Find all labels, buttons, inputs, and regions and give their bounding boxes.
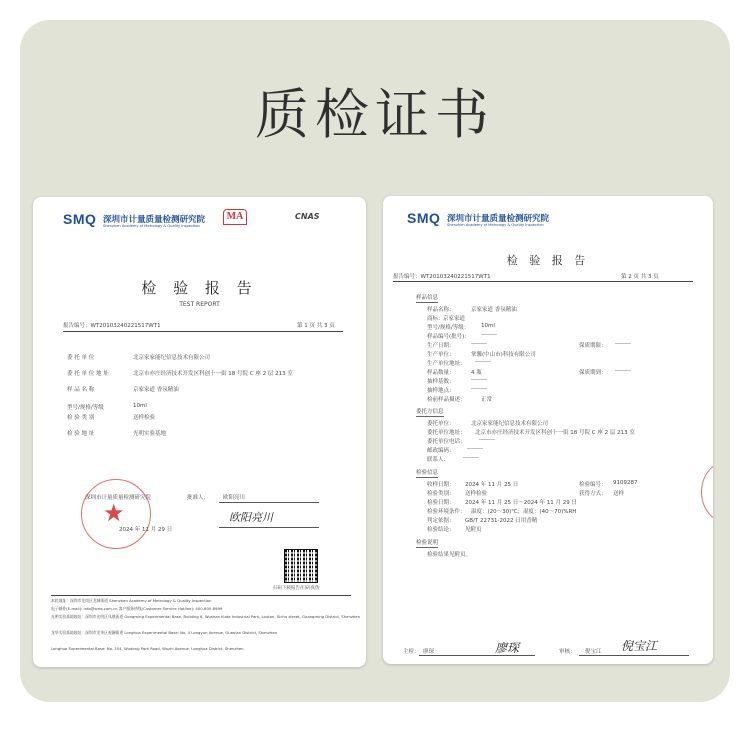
row-label: 检验日期： — [427, 500, 455, 506]
row-value: -------- — [463, 455, 479, 461]
report-number: 报告编号：WT20103240221517WT1 — [393, 274, 491, 280]
header-rule — [393, 281, 693, 282]
smq-logo: SMQ — [63, 211, 97, 227]
row-value: -------- — [615, 341, 631, 347]
report-subtitle: TEST REPORT — [179, 301, 220, 308]
org-name-cn: 深圳市计量质量检测研究院 — [103, 215, 206, 225]
field-label: 检 验 地 址 — [67, 431, 95, 437]
row-value: 送样检验 — [465, 491, 488, 497]
issuer-label: 深圳市计量质量检测研究院 — [85, 495, 152, 501]
row-value: 见附页 — [465, 527, 482, 533]
org-name-cn: 深圳市计量质量检测研究院 — [447, 214, 550, 224]
row-label: 收样日期： — [427, 482, 455, 488]
row-label: 检验环境条件： — [427, 509, 466, 515]
row-label: 商标： — [427, 316, 444, 322]
row-value: 掌馨(中山市)科技有限公司 — [471, 352, 536, 358]
field-value: 光明实验基地 — [133, 431, 167, 437]
row-value: 10ml — [481, 323, 495, 329]
sign-label-main: 主检： — [403, 649, 420, 655]
field-value: 北京市亦庄经济技术开发区科创十一街 18 号院 C 座 2 层 213 室 — [133, 371, 293, 377]
seal-star-icon: ★ — [103, 499, 125, 527]
page-number: 第 2 页 共 3 页 — [621, 274, 659, 280]
page-number: 第 1 页 共 3 页 — [297, 323, 335, 329]
footer-line: 光明实验基地地址：深圳市光明区凤凰街道 Gongming Experimental Base, Building 6, Wushan Kuda Industrial Park, Louton, Sichu street, Guangming District, Shenzhen — [51, 614, 360, 619]
cma-mark: MA — [223, 209, 247, 225]
row-value: -------- — [475, 359, 491, 365]
org-name-en: Shenzhen Academy of Metrology & Quality Inspection — [447, 223, 544, 227]
remarks-section-heading: 检验说明 — [416, 540, 439, 546]
issue-date: 2024 年 11 月 29 日 — [119, 527, 173, 533]
row-value: 温度：(20～30)℃；湿度：(40～70)%RH — [471, 509, 577, 515]
footer-line: 龙华实验基地地址：深圳市龙华区观澜街道 Longhua Experimental Base: No. 4 Longyun Avenue, Guanlan District, Shenzhen — [51, 630, 278, 635]
main-sign-line — [419, 655, 535, 656]
row-label: 样品编号(批号)： — [427, 334, 470, 340]
report-title: 检 验 报 告 — [506, 254, 590, 267]
review-signature: 倪宝江 — [621, 639, 658, 653]
row-value: 9109287 — [613, 480, 638, 486]
client-section-heading: 委托方信息 — [416, 409, 444, 415]
row-label: 保质期到： — [579, 370, 607, 376]
row-label: 样品数量： — [427, 370, 455, 376]
row-label: 委托单位地址： — [427, 430, 466, 436]
approver-line — [219, 502, 319, 503]
row-label: 邮政编码： — [427, 448, 455, 454]
row-label: 委托单位： — [427, 421, 455, 427]
row-label: 检验结论： — [427, 527, 455, 533]
row-label: 抽样基数： — [427, 379, 455, 385]
row-label: 检前样品描述： — [427, 397, 466, 403]
sign-label-review: 审核： — [559, 649, 576, 655]
qr-code[interactable] — [284, 549, 318, 583]
row-value: 正常 — [481, 397, 493, 403]
approver-name: 欧阳亮川 — [223, 495, 246, 501]
remarks-text: 检验结果见附页。 — [427, 552, 472, 558]
approver-label: 批准人： — [187, 495, 210, 501]
footer-line: Longhua Experimental Base: No. 104, Wudong Park Road, Wuzhi Avenue, Longhua District, Shenzhen — [51, 646, 244, 651]
review-sign-line — [579, 655, 689, 656]
field-value: 京家家道 香氛精油 — [133, 387, 179, 393]
field-label: 检 验 类 别 — [67, 415, 95, 421]
row-label: 委托单位电话： — [427, 439, 466, 445]
row-value: 2024 年 11 月 25 日～2024 年 11 月 29 日 — [465, 500, 577, 506]
sign-name-main: 廖琛 — [423, 649, 435, 655]
report-detail-page[interactable] — [383, 196, 713, 664]
sign-name-review: 倪宝江 — [585, 649, 602, 655]
row-label: 生产单位： — [427, 352, 455, 358]
row-value: -------- — [467, 446, 483, 452]
row-value: 北京市亦庄经济技术开发区科创十一街 18 号院 C 座 2 层 213 室 — [475, 430, 635, 436]
row-label: 样品名称： — [427, 307, 455, 313]
row-value: -------- — [479, 437, 495, 443]
field-value: 10ml — [133, 403, 147, 409]
row-label: 联系人： — [427, 457, 450, 463]
row-label: 检验编号： — [579, 482, 607, 488]
row-label: 检验类别： — [427, 491, 455, 497]
cnas-mark: CNAS — [295, 212, 320, 221]
row-label: 生产日期： — [427, 343, 455, 349]
report-title: 检 验 报 告 — [141, 279, 258, 297]
sample-section-heading: 样品信息 — [416, 295, 439, 301]
header-rule — [63, 331, 343, 332]
qr-caption: 扫码下载报告/扫码真伪 — [273, 586, 320, 591]
signature-line — [219, 527, 319, 528]
report-cover-page[interactable] — [33, 197, 366, 667]
partial-seal — [701, 461, 713, 523]
row-value: 2024 年 11 月 25 日 — [465, 482, 519, 488]
approver-signature: 欧阳亮川 — [229, 511, 273, 524]
field-label: 样 品 名 称 — [67, 387, 95, 393]
field-value: 北京家家能纪信息技术有限公司 — [133, 355, 211, 361]
smq-logo: SMQ — [407, 210, 441, 226]
report-number: 报告编号：WT20103240221517WT1 — [63, 323, 161, 329]
row-value: 京家家道 香氛精油 — [471, 307, 517, 313]
test-section-heading: 检验信息 — [416, 470, 439, 476]
row-label: 保质期限： — [579, 343, 607, 349]
row-value: -------- — [615, 368, 631, 374]
field-label: 型号/规格/等级 — [67, 405, 104, 411]
field-value: 送样检验 — [133, 415, 156, 421]
footer-rule — [51, 595, 351, 596]
field-label: 委 托 单 位 地 址 — [67, 371, 109, 377]
row-value: 4 瓶 — [471, 370, 482, 376]
row-label: 判定依据： — [427, 518, 455, 524]
row-value: -------- — [481, 332, 497, 338]
row-value: 京家家道 — [443, 316, 466, 322]
footer-line: 电子邮件(E-mail): info@smq.com.cn 客户服务热线(Customer Service Hotline): 400-800-8999 — [51, 606, 223, 611]
page-title: 质检证书 — [255, 83, 495, 146]
field-label: 委 托 单 位 — [67, 355, 95, 361]
main-signature: 廖琛 — [495, 641, 520, 655]
row-value: GB/T 22731-2022 日用香精 — [465, 518, 538, 524]
org-name-en: Shenzhen Academy of Metrology & Quality Inspection — [103, 224, 200, 228]
footer-line: 本院地址：深圳市龙岗区龙城街道 Shenzhen Academy of Metrology & Quality Inspection — [51, 598, 212, 603]
row-value: -------- — [471, 377, 487, 383]
row-label: 型号/规格/等级： — [427, 325, 470, 331]
row-value: -------- — [471, 341, 487, 347]
row-label: 抽样地点： — [427, 388, 455, 394]
row-label: 获得方式： — [579, 491, 607, 497]
row-value: 北京家家能纪信息技术有限公司 — [471, 421, 549, 427]
row-label: 生产单位地址： — [427, 361, 466, 367]
row-value: 送样 — [613, 491, 625, 497]
row-value: -------- — [471, 386, 487, 392]
